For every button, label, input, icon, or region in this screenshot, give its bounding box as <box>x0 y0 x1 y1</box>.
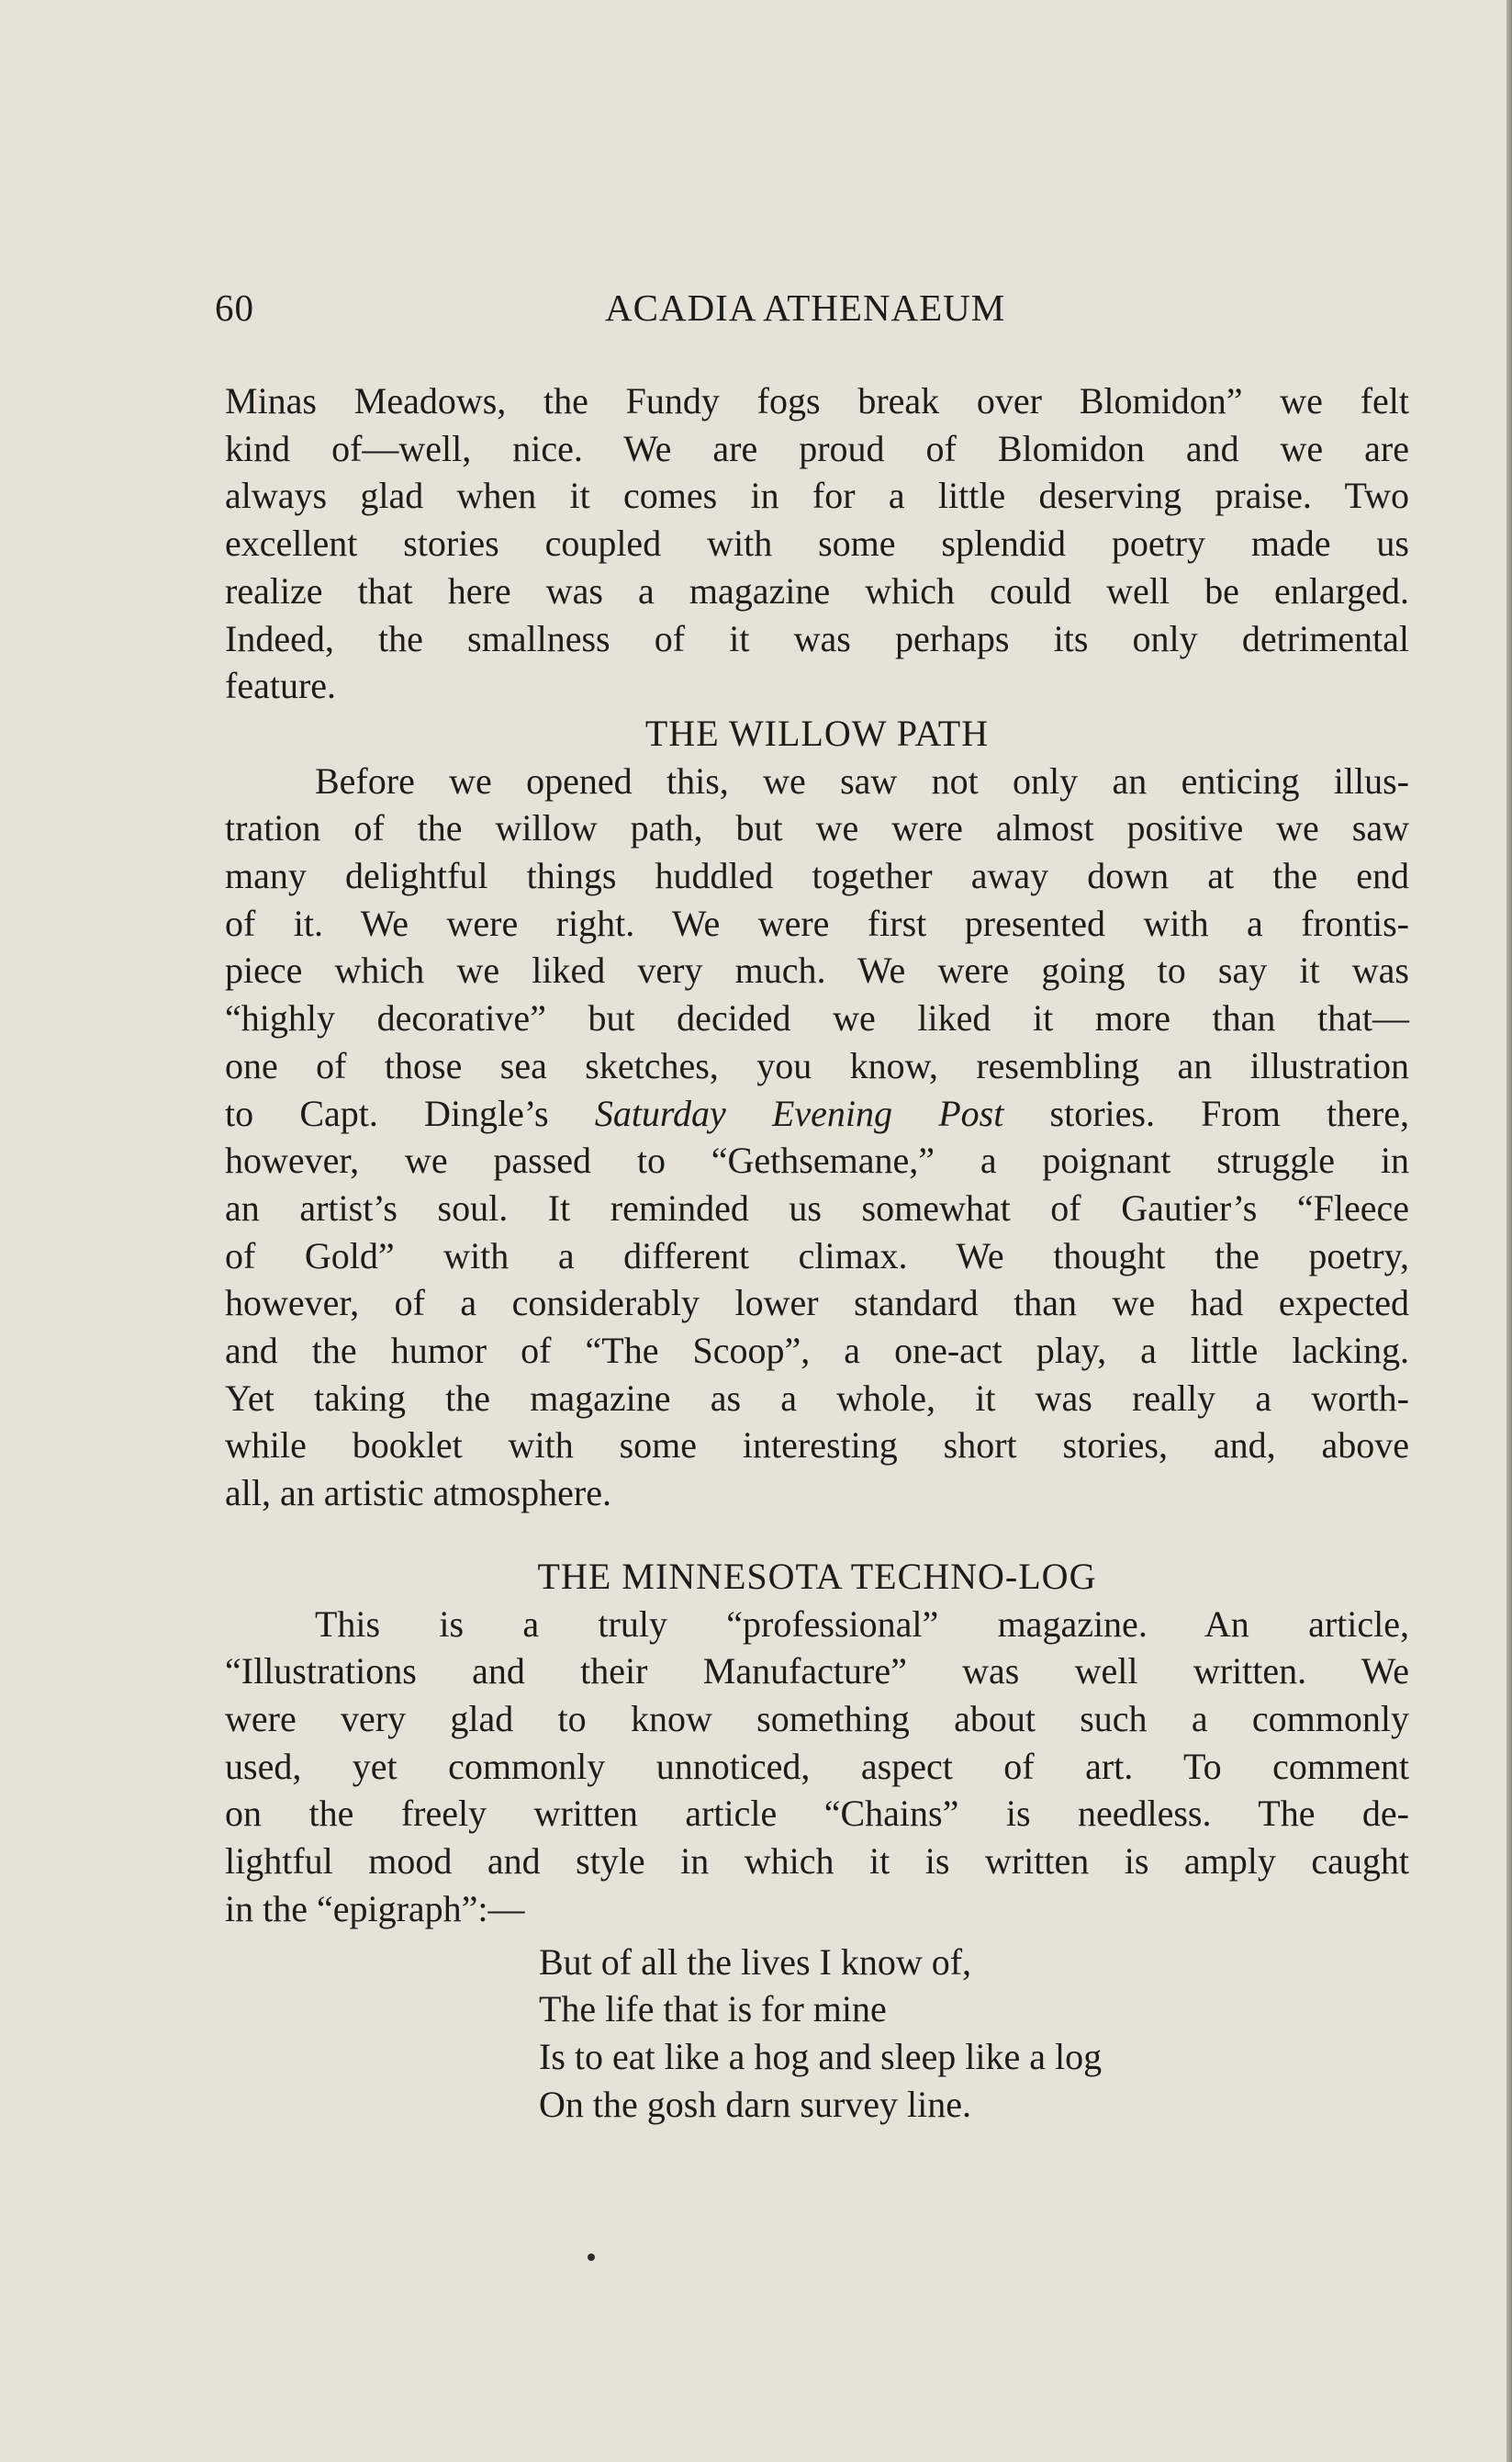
text-line: all, an artistic atmosphere. <box>225 1472 611 1514</box>
text-line-with-italic-title: to Capt. Dingle’s Saturday Evening Post stories. From there, <box>225 1092 1409 1134</box>
minnesota-paragraph <box>225 1601 1409 1933</box>
text-line: lightful mood and style in which it is written is amply caught <box>225 1840 1409 1883</box>
text-line: tration of the willow path, but we were almost positive we saw <box>225 807 1409 849</box>
text-line: however, of a considerably lower standard than we had expected <box>225 1282 1409 1324</box>
article-body <box>225 377 1409 2128</box>
running-head: ACADIA ATHENAEUM <box>605 287 1006 329</box>
intro-paragraph <box>225 377 1409 710</box>
verse-line: Is to eat like a hog and sleep like a log <box>539 2035 1103 2077</box>
text-line: Minas Meadows, the Fundy fogs break over Blomidon” we felt <box>225 380 1409 422</box>
verse-line: On the gosh darn survey line. <box>539 2083 972 2125</box>
text-line: used, yet commonly unnoticed, aspect of art. To comment <box>225 1745 1409 1787</box>
text-line: on the freely written article “Chains” is needless. The de- <box>225 1793 1409 1835</box>
page-header <box>215 280 1408 335</box>
text-line: “Illustrations and their Manufacture” was well written. We <box>225 1650 1409 1692</box>
text-line: “highly decorative” but decided we liked it more than that— <box>225 997 1409 1040</box>
text-line: realize that here was a magazine which could well be enlarged. <box>225 569 1409 612</box>
text-line: excellent stories coupled with some splendid poetry made us <box>225 523 1409 565</box>
text-line: feature. <box>225 665 337 707</box>
text-line: of Gold” with a different climax. We thought the poetry, <box>225 1234 1409 1276</box>
text-line: piece which we liked very much. We were going to say it was <box>225 950 1409 992</box>
text-line: in the “epigraph”:— <box>225 1887 525 1929</box>
text-line: This is a truly “professional” magazine. An article, <box>315 1602 1409 1645</box>
text-line: Yet taking the magazine as a whole, it was really a worth- <box>225 1377 1409 1419</box>
text-line: while booklet with some interesting short stories, and, above <box>225 1424 1409 1467</box>
text-line: one of those sea sketches, you know, resembling an illustration <box>225 1044 1409 1086</box>
text-line: kind of—well, nice. We are proud of Blomidon and we are <box>225 427 1409 469</box>
text-line: Indeed, the smallness of it was perhaps its only detrimental <box>225 617 1409 659</box>
text-line: always glad when it comes in for a little deserving praise. Two <box>225 475 1409 517</box>
verse-line: The life that is for mine <box>539 1988 887 2030</box>
page-number: 60 <box>215 287 254 329</box>
text-line: an artist’s soul. It reminded us somewhat of Gautier’s “Fleece <box>225 1186 1409 1229</box>
page-edge-shadow <box>1506 0 1512 2462</box>
verse-quotation <box>539 1939 1409 2129</box>
text-line: however, we passed to “Gethsemane,” a poignant struggle in <box>225 1140 1409 1182</box>
text-line: many delightful things huddled together away down at the end <box>225 855 1409 897</box>
ink-dot-mark <box>588 2254 595 2261</box>
verse-line: But of all the lives I know of, <box>539 1940 972 1983</box>
section-spacer <box>225 1517 1409 1553</box>
text-line: were very glad to know something about such a commonly <box>225 1697 1409 1739</box>
text-line: and the humor of “The Scoop”, a one-act play, a little lacking. <box>225 1330 1409 1372</box>
section-title-minnesota-techno-log: THE MINNESOTA TECHNO-LOG <box>537 1555 1097 1597</box>
willow-path-paragraph <box>225 758 1409 1517</box>
text-line: of it. We were right. We were first presented with a frontis- <box>225 902 1409 944</box>
text-line: Before we opened this, we saw not only an enticing illus- <box>315 759 1409 802</box>
section-title-willow-path: THE WILLOW PATH <box>644 712 990 754</box>
